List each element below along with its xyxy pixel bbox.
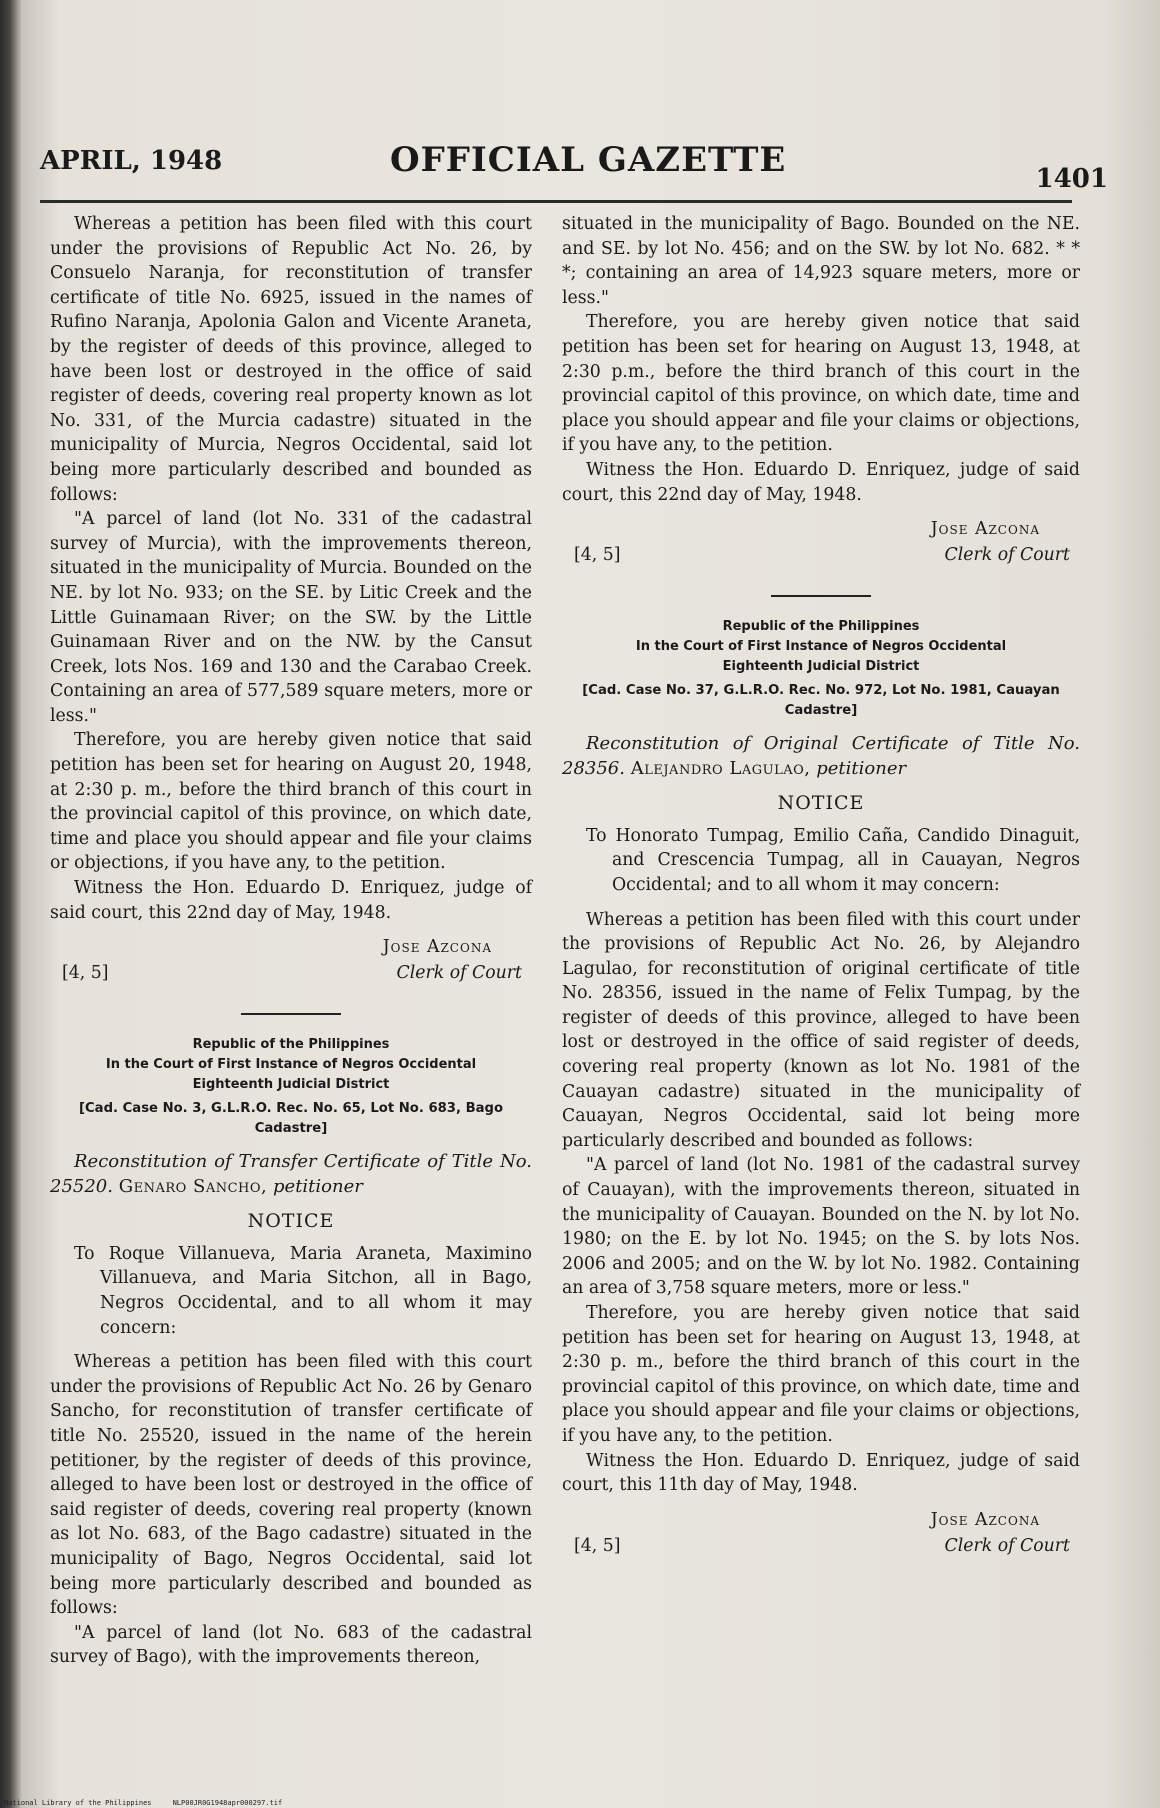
land-description: "A parcel of land (lot No. 331 of the cadastral survey of Murcia), with the improvements thereon, situated in the municipality of Murcia. Bounded on the NE. by lot No. 933; on the SE. by Litic Creek and the Little Guinamaan River; on the SW. by the Little Guinamaan River and on the NW. by the Cansut Creek, lots Nos. 169 and 130 and the Carabao Creek. Containing an area of 577,589 square meters, more or less." [50,509,532,726]
reconstitution-title [50,1149,532,1199]
notice-heading: NOTICE [777,792,865,815]
scan-footer [4,1799,282,1807]
issue-reference: [4, 5] [574,1535,621,1556]
issue-date: APRIL, 1948 [40,146,223,176]
issue-reference: [4, 5] [62,963,109,984]
petitioner-role: petitioner [816,758,907,780]
addressee: To Roque Villanueva, Maria Araneta, Maximino Villanueva, and Maria Sitchon, all in Bago, Negros Occidental, and to all whom it may concern: [74,1243,532,1338]
publication-title: OFFICIAL GAZETTE [390,140,787,180]
petitioner-name: Alejandro Lagulao, [630,758,811,780]
land-description-continued: situated in the municipality of Bago. Bounded on the NE. and SE. by lot No. 456; and on the SW. by lot No. 682. * * *; containing an area of 14,923 square meters, more or less." [562,214,1080,308]
hearing-notice: Therefore, you are hereby given notice that said petition has been set for hearing on August 13, 1948, at 2:30 p. m., before the third branch of this court in the provincial capitol of this province, on which date, time and place you should appear and file your claims or objections, if you have any, to the petition. [562,1303,1080,1446]
witness-line: Witness the Hon. Eduardo D. Enriquez, judge of said court, this 22nd day of May, 1948. [50,878,532,923]
petition-paragraph: Whereas a petition has been filed with this court under the provisions of Republic Act No. 26 by Genaro Sancho, for reconstitution of transfer certificate of title No. 25520, issued in the name of the herein petitioner, by the register of deeds of this province, alleged to have been lost or destroyed in the office of said register of deeds, covering real property (known as lot No. 683, of the Bago cadastre) situated in the municipality of Bago, Negros Occidental, said lot being more particularly described and bounded as follows: [50,1352,532,1619]
section-divider [241,1013,341,1015]
court-heading [50,1035,532,1095]
reconstitution-title [562,731,1080,781]
land-description: "A parcel of land (lot No. 683 of the cadastral survey of Bago), with the improvements thereon, [50,1622,532,1668]
court-line: Republic of the Philippines [722,619,920,635]
reconstitution-subject: Reconstitution of Transfer Certificate of Title No. 25520. [50,1151,532,1198]
signature-block [50,935,532,991]
hearing-notice: Therefore, you are hereby given notice that said petition has been set for hearing on August 20, 1948, at 2:30 p. m., before the third branch of this court in the provincial capitol of this province, on which date, time and place you should appear and file your claims or objections, if you have any, to the petition. [50,730,532,874]
reconstitution-subject: Reconstitution of Original Certificate of Title No. 28356. [562,733,1080,780]
hearing-notice: Therefore, you are hereby given notice that said petition has been set for hearing on August 13, 1948, at 2:30 p.m., before the third branch of this court in the provincial capitol of this province, on which date, time and place you should appear and file your claims or objections, if you have any, to the petition. [562,312,1080,456]
section-divider [771,595,871,597]
court-line: In the Court of First Instance of Negros Occidental [105,1057,477,1073]
addressee: To Honorato Tumpag, Emilio Caña, Candido Dinaguit, and Crescencia Tumpag, all in Cauayan, Negros Occidental; and to all whom it may concern: [586,825,1080,895]
land-description: "A parcel of land (lot No. 1981 of the cadastral survey of Cauayan), with the improvements thereon, situated in the municipality of Cauayan. Bounded on the N. by lot No. 1980; on the E. by lot No. 1945; on the S. by lots Nos. 2006 and 2005; and on the W. by lot No. 1982. Containing an area of 3,758 square meters, more or less." [562,1155,1080,1299]
case-reference: [Cad. Case No. 3, G.L.R.O. Rec. No. 65, Lot No. 683, Bago Cadastre] [78,1101,504,1137]
court-line: In the Court of First Instance of Negros Occidental [635,639,1007,655]
petition-paragraph: Whereas a petition has been filed with this court under the provisions of Republic Act No. 26, by Consuelo Naranja, for reconstitution of transfer certificate of title No. 6925, issued in the names of Rufino Naranja, Apolonia Galon and Vicente Araneta, by the register of deeds of this province, alleged to have been lost or destroyed in the office of said register of deeds, covering real property known as lot No. 331, of the Murcia cadastre) situated in the municipality of Murcia, Negros Occidental, said lot being more particularly described and bounded as follows: [50,214,532,505]
left-column [50,212,532,1670]
clerk-name: Jose Azcona [930,1509,1040,1530]
court-line: Eighteenth Judicial District [192,1077,390,1093]
court-heading [562,617,1080,677]
petition-paragraph: Whereas a petition has been filed with this court under the provisions of Republic Act No. 26, by Alejandro Lagulao, for reconstitution of original certificate of title No. 28356, issued in the name of Felix Tumpag, by the register of deeds of this province, alleged to have been lost or destroyed in the office of said register of deeds, covering real property (known as lot No. 1981 of the Cauayan cadastre) situated in the municipality of Cauayan, Negros Occidental, said lot being more particularly described and bounded as follows: [562,909,1080,1151]
signature-block [562,1508,1080,1564]
footer-source: National Library of the Philippines [4,1799,152,1807]
right-column [562,212,1080,1564]
court-line: Eighteenth Judicial District [722,659,920,675]
clerk-name: Jose Azcona [930,519,1040,540]
clerk-title: Clerk of Court [944,545,1070,566]
case-reference: [Cad. Case No. 37, G.L.R.O. Rec. No. 972, Lot No. 1981, Cauayan Cadastre] [582,683,1060,719]
signature-block [562,517,1080,573]
clerk-title: Clerk of Court [944,1535,1070,1556]
page-number: 1401 [1035,164,1108,194]
issue-reference: [4, 5] [574,545,621,566]
clerk-title: Clerk of Court [396,963,522,984]
footer-file: NLP00JR0G1948apr000297.tif [172,1799,283,1807]
witness-line: Witness the Hon. Eduardo D. Enriquez, judge of said court, this 22nd day of May, 1948. [562,459,1080,505]
petitioner-name: Genaro Sancho, [118,1176,268,1198]
court-line: Republic of the Philippines [192,1037,390,1053]
witness-line: Witness the Hon. Eduardo D. Enriquez, judge of said court, this 11th day of May, 1948. [562,1450,1080,1496]
clerk-name: Jose Azcona [382,937,492,958]
page-header [40,140,1120,196]
notice-heading: NOTICE [247,1210,335,1233]
header-rule [40,200,1072,203]
petitioner-role: petitioner [273,1176,363,1198]
